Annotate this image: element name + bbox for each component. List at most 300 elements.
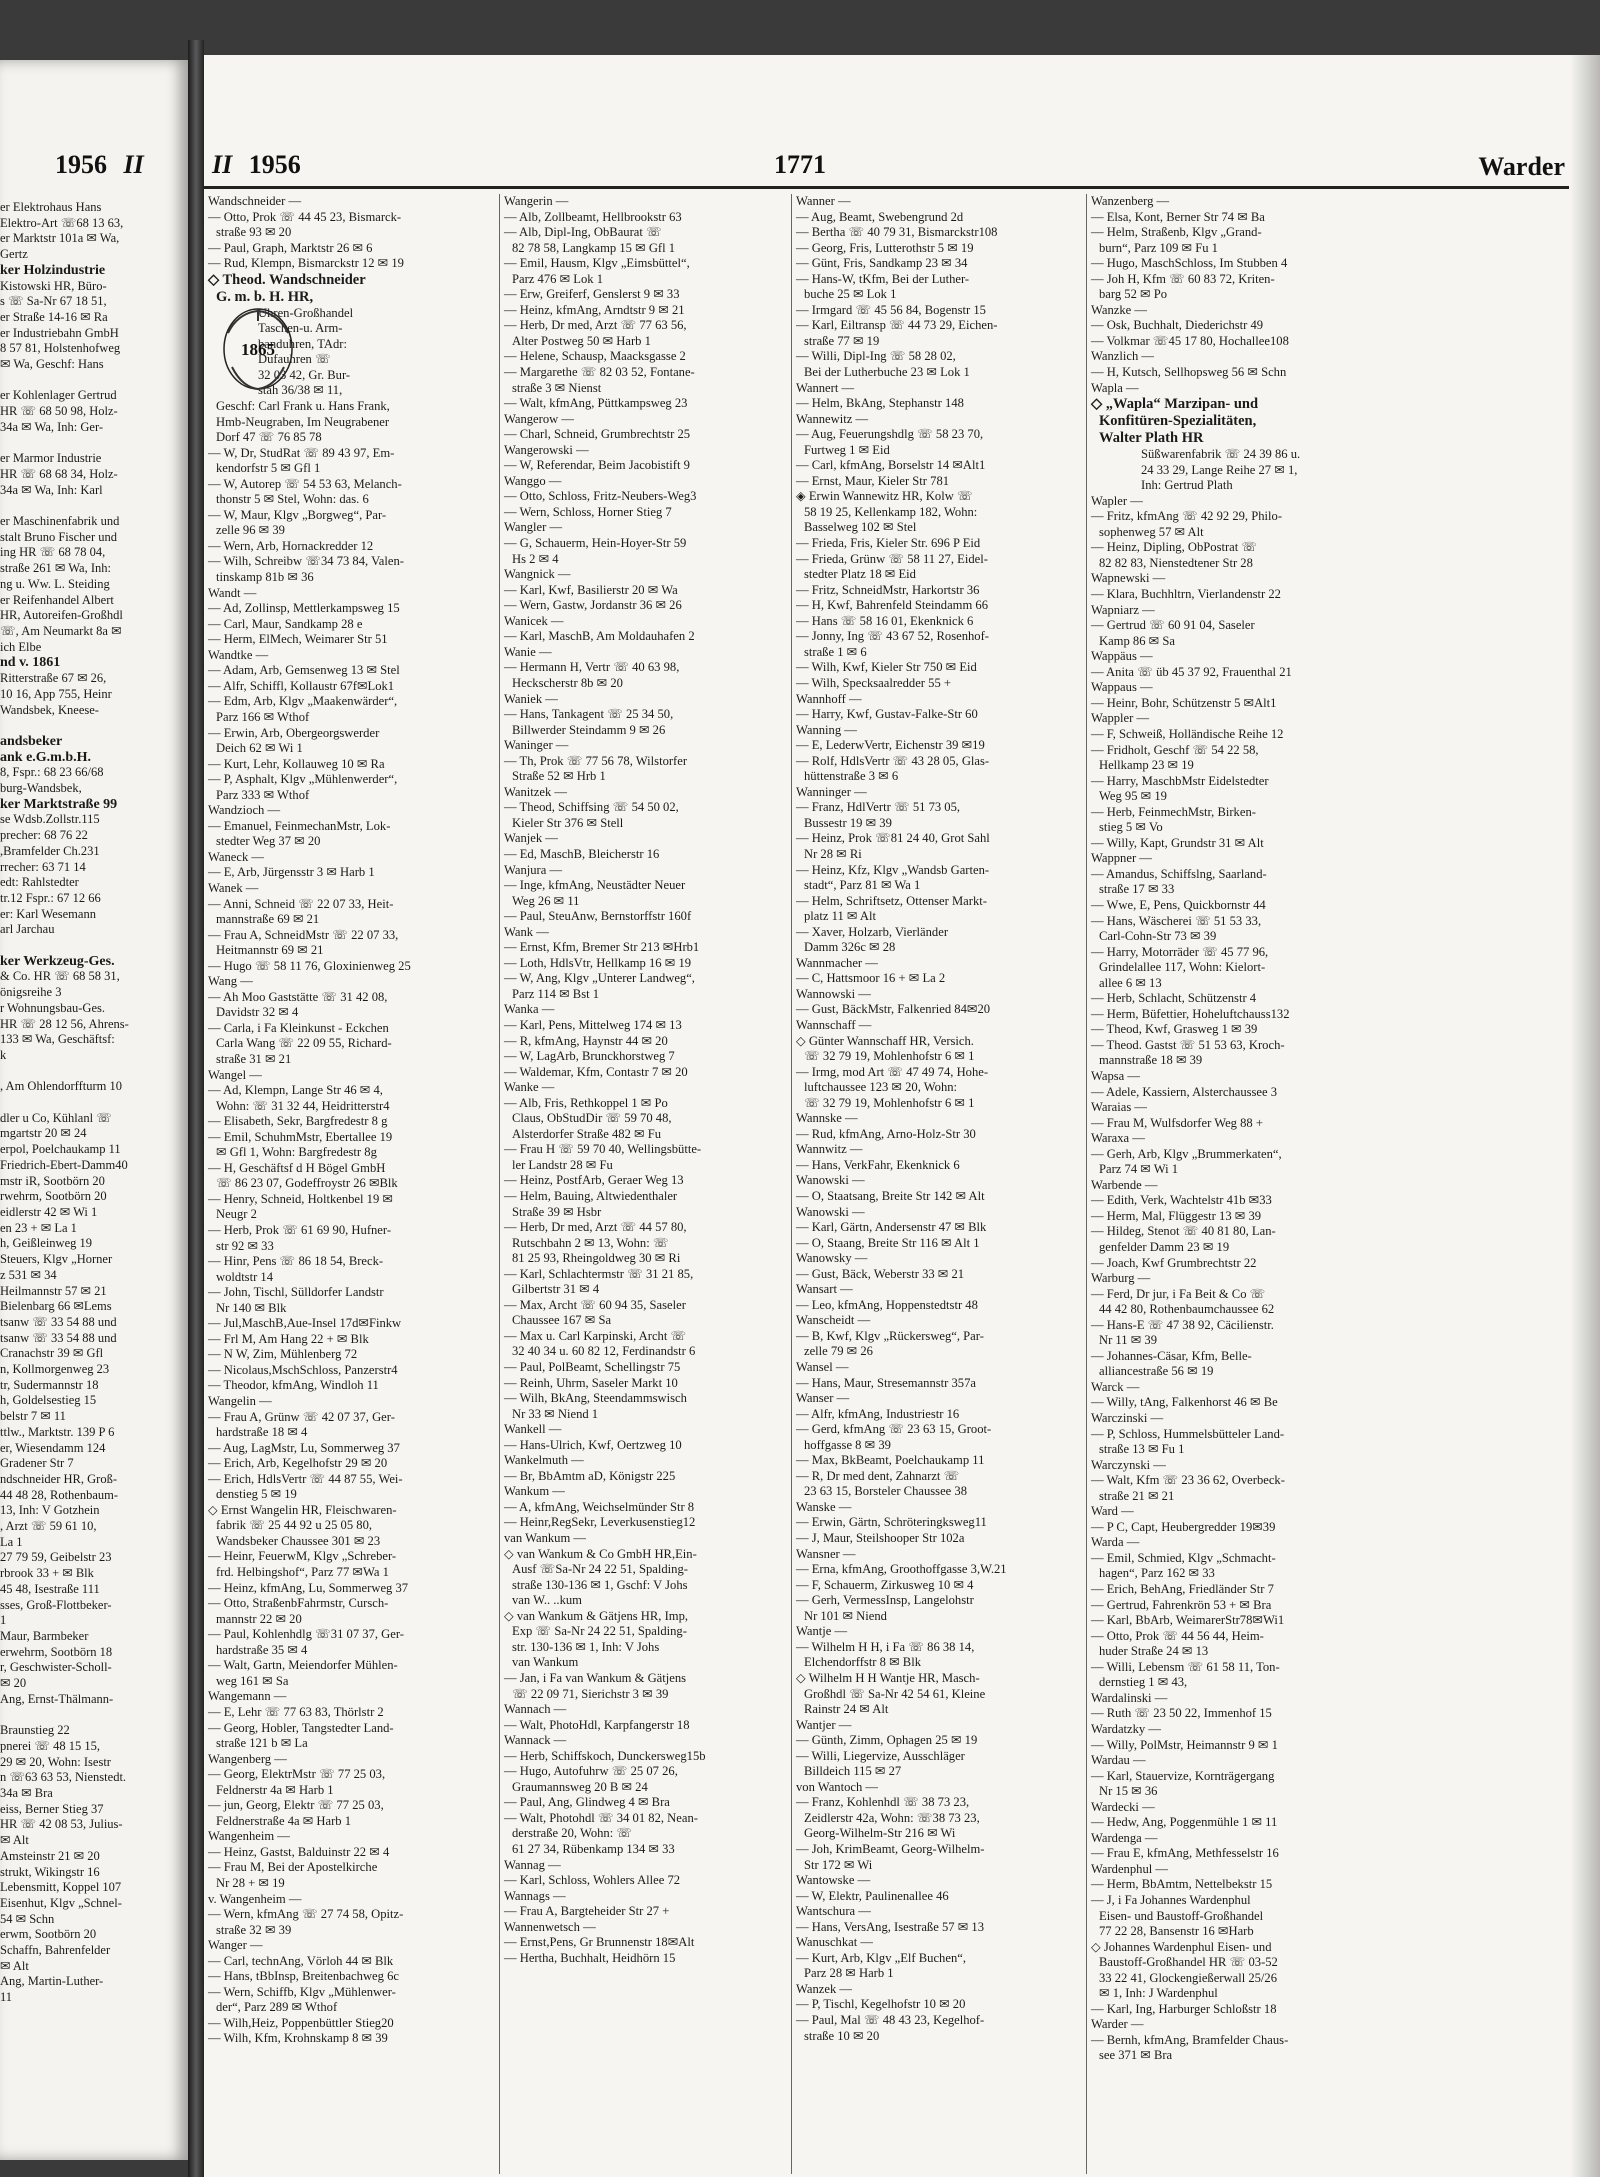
directory-line: — Elisabeth, Sekr, Bargfredestr 8 g xyxy=(208,1114,388,1129)
directory-line: straße 1 ✉ 6 xyxy=(804,644,867,659)
directory-line: — Hertha, Buchhalt, Heidhörn 15 xyxy=(504,1950,676,1965)
left-page-line: Lebensmitt, Koppel 107 xyxy=(0,1880,122,1895)
directory-line: straße 31 ✉ 21 xyxy=(216,1051,292,1066)
directory-line: Wapler — xyxy=(1091,493,1143,508)
left-page-line: tsanw ☏ 33 54 88 und xyxy=(0,1314,117,1329)
directory-line: straße 3 ✉ Nienst xyxy=(512,380,602,395)
left-page-line: er Reifenhandel Albert xyxy=(0,592,114,607)
directory-line: Wang — xyxy=(208,974,253,989)
directory-line: dernstieg 1 ✉ 43, xyxy=(1099,1675,1188,1690)
directory-line: ☏ 86 23 07, Godeffroystr 26 ✉Blk xyxy=(216,1176,398,1191)
directory-line: — Hans, VersAng, Isestraße 57 ✉ 13 xyxy=(796,1919,985,1934)
left-page-line: Kistowski HR, Büro- xyxy=(0,278,107,293)
directory-line: Taschen-u. Arm- xyxy=(258,321,343,336)
directory-line: — Günt, Fris, Sandkamp 23 ✉ 34 xyxy=(796,256,968,271)
directory-line: mannstraße 69 ✉ 21 xyxy=(216,912,320,927)
directory-line: — Ferd, Dr jur, i Fa Beit & Co ☏ xyxy=(1091,1286,1266,1301)
left-page-line: Gradener Str 7 xyxy=(0,1456,74,1471)
directory-line: 58 19 25, Kellenkamp 182, Wohn: xyxy=(804,504,978,519)
left-page-line: dler u Co, Kühlanl ☏ xyxy=(0,1110,112,1125)
directory-line: zelle 79 ✉ 26 xyxy=(804,1344,873,1359)
left-page-line: La 1 xyxy=(0,1534,23,1549)
directory-line: — Karl, Kwf, Basilierstr 20 ✉ Wa xyxy=(504,582,678,597)
left-page-line: 44 48 28, Rothenbaum- xyxy=(0,1487,119,1502)
directory-line: — Fritz, kfmAng ☏ 42 92 29, Philo- xyxy=(1091,509,1283,524)
directory-line: — O, Staang, Breite Str 116 ✉ Alt 1 xyxy=(796,1235,980,1250)
directory-line: ✉ Gfl 1, Wohn: Bargfredestr 8g xyxy=(216,1145,377,1160)
directory-line: — Karl, Gärtn, Andersenstr 47 ✉ Blk xyxy=(796,1220,987,1235)
directory-line: — Carl, kfmAng, Borselstr 14 ✉Alt1 xyxy=(796,458,986,473)
directory-line: — Herb, Dr med, Arzt ☏ 44 57 80, xyxy=(504,1220,687,1235)
left-page-line: erwehrm, Sootbörn 18 xyxy=(0,1644,113,1659)
directory-line: — jun, Georg, Elektr ☏ 77 25 03, xyxy=(208,1798,384,1813)
directory-line: — Ruth ☏ 23 50 22, Immenhof 15 xyxy=(1091,1706,1272,1721)
directory-line: — Alfr, Schiffl, Kollaustr 67f✉Lok1 xyxy=(208,678,395,693)
directory-line: — Max, BkBeamt, Poelchaukamp 11 xyxy=(796,1453,985,1468)
directory-line: allee 6 ✉ 13 xyxy=(1099,975,1162,990)
directory-line: — Erich, Arb, Kegelhofstr 29 ✉ 20 xyxy=(208,1456,388,1471)
directory-line: str 92 ✉ 33 xyxy=(216,1238,274,1253)
left-page-line: Amsteinstr 21 ✉ 20 xyxy=(0,1848,100,1863)
directory-line: — Karl, Eiltransp ☏ 44 73 29, Eichen- xyxy=(796,318,998,333)
directory-line: hardstraße 35 ✉ 4 xyxy=(216,1642,308,1657)
directory-line: — W, Maur, Klgv „Borgweg“, Par- xyxy=(208,507,387,522)
left-page-line xyxy=(0,1708,180,1724)
left-page-line: ✉ Wa, Geschf: Hans xyxy=(0,357,104,372)
directory-line: Konfitüren-Spezialitäten, xyxy=(1099,413,1257,430)
directory-line: Bussestr 19 ✉ 39 xyxy=(804,815,892,830)
column-2 xyxy=(499,194,787,2174)
left-page-line: Heilmannstr 57 ✉ 21 xyxy=(0,1283,107,1298)
left-page-line: ☏, Am Neumarkt 8a ✉ xyxy=(0,623,122,638)
directory-line: — Georg, Fris, Lutterothstr 5 ✉ 19 xyxy=(796,240,974,255)
directory-line: — Ad, Klempn, Lange Str 46 ✉ 4, xyxy=(208,1083,383,1098)
directory-line: — Harry, Motorräder ☏ 45 77 96, xyxy=(1091,944,1269,959)
directory-line: — Paul, PolBeamt, Schellingstr 75 xyxy=(504,1360,681,1375)
left-page-line: Ritterstraße 67 ✉ 26, xyxy=(0,671,107,686)
directory-line: Wanicek — xyxy=(504,613,564,628)
directory-line: — Willy, PolMstr, Heimannstr 9 ✉ 1 xyxy=(1091,1737,1278,1752)
directory-line: Parz 74 ✉ Wi 1 xyxy=(1099,1162,1179,1177)
directory-line: Damm 326c ✉ 28 xyxy=(804,940,896,955)
directory-line: Wannwitz — xyxy=(796,1142,863,1157)
directory-line: — Wilh, Schreibw ☏34 73 84, Valen- xyxy=(208,554,404,569)
directory-line: 81 25 93, Rheingoldweg 30 ✉ Ri xyxy=(512,1251,681,1266)
directory-line: — Karl, Ing, Harburger Schloßstr 18 xyxy=(1091,2001,1277,2016)
directory-line: Parz 476 ✉ Lok 1 xyxy=(512,271,603,286)
directory-line: — E, Arb, Jürgensstr 3 ✉ Harb 1 xyxy=(208,865,375,880)
directory-line: ler Landstr 28 ✉ Fu xyxy=(512,1157,613,1172)
directory-line: — Loth, HdlsVtr, Hellkamp 16 ✉ 19 xyxy=(504,955,692,970)
left-page-line: n, Kollmorgenweg 23 xyxy=(0,1362,110,1377)
left-page-line: nd v. 1861 xyxy=(0,655,61,671)
directory-line: Wannske — xyxy=(796,1111,858,1126)
left-page-line xyxy=(0,1064,180,1080)
directory-line: — Karl, Schlachtermstr ☏ 31 21 85, xyxy=(504,1266,694,1281)
directory-line: — Erna, kfmAng, Groothoffgasse 3,W.21 xyxy=(796,1562,1007,1577)
header-roman: II xyxy=(212,150,233,179)
directory-line: derstraße 20, Wohn: ☏ xyxy=(512,1826,633,1841)
emblem-year: 1865 xyxy=(241,339,275,359)
directory-line: — P, Schloss, Hummelsbütteler Land- xyxy=(1091,1426,1285,1441)
left-page-line: erwm, Sootbörn 20 xyxy=(0,1927,97,1942)
directory-line: — Carla, i Fa Kleinkunst - Eckchen xyxy=(208,1020,389,1035)
directory-line: — Erwin, Gärtn, Schröteringksweg11 xyxy=(796,1515,987,1530)
directory-line: — Karl, MaschB, Am Moldauhafen 2 xyxy=(504,629,695,644)
directory-line: — Helm, BkAng, Stephanstr 148 xyxy=(796,396,964,411)
directory-line: zelle 96 ✉ 39 xyxy=(216,523,285,538)
directory-line: tinskamp 81b ✉ 36 xyxy=(216,570,314,585)
directory-line: Rainstr 24 ✉ Alt xyxy=(804,1702,889,1717)
directory-line: Geschf: Carl Frank u. Hans Frank, xyxy=(216,399,390,414)
directory-line: — Bernh, kfmAng, Bramfelder Chaus- xyxy=(1091,2032,1289,2047)
directory-line: Feldnerstr 4a ✉ Harb 1 xyxy=(216,1782,334,1797)
directory-line: — Karl, BbArb, WeimarerStr78✉Wi1 xyxy=(1091,1613,1285,1628)
directory-line: ☏ 22 09 71, Sierichstr 3 ✉ 39 xyxy=(512,1686,669,1701)
directory-line: Wapsa — xyxy=(1091,1068,1140,1083)
left-page-line: HR ☏ 68 68 34, Holz- xyxy=(0,466,118,481)
left-page xyxy=(0,60,188,2160)
directory-line: Wanek — xyxy=(208,880,259,895)
directory-line: — Fritz, SchneidMstr, Harkortstr 36 xyxy=(796,582,980,597)
directory-line: straße 121 b ✉ La xyxy=(216,1736,308,1751)
directory-line: platz 11 ✉ Alt xyxy=(804,909,876,924)
left-page-line: h, Geißleinweg 19 xyxy=(0,1236,92,1251)
directory-line: — Elsa, Kont, Berner Str 74 ✉ Ba xyxy=(1091,209,1265,224)
left-page-line: 8, Fspr.: 68 23 66/68 xyxy=(0,765,104,780)
directory-line: Neugr 2 xyxy=(216,1207,257,1222)
directory-line: — Leo, kfmAng, Hoppenstedtstr 48 xyxy=(796,1297,978,1312)
directory-line: — Irmg, mod Art ☏ 47 49 74, Hohe- xyxy=(796,1064,989,1079)
directory-line: — Frau A, SchneidMstr ☏ 22 07 33, xyxy=(208,927,399,942)
left-page-line xyxy=(0,498,180,514)
directory-line: — Hans, Tankagent ☏ 25 34 50, xyxy=(504,707,674,722)
directory-line: Wankum — xyxy=(504,1484,565,1499)
directory-line: der“, Parz 289 ✉ Wthof xyxy=(216,2000,338,2015)
directory-line: Alter Postweg 50 ✉ Harb 1 xyxy=(512,333,651,348)
directory-line: Warczynski — xyxy=(1091,1457,1166,1472)
left-page-line: z 531 ✉ 34 xyxy=(0,1267,57,1282)
left-page-line: en 23 + ✉ La 1 xyxy=(0,1220,77,1235)
directory-line: Wapniarz — xyxy=(1091,602,1155,617)
directory-line: Hellkamp 23 ✉ 19 xyxy=(1099,758,1194,773)
left-page-line: ing HR ☏ 68 78 04, xyxy=(0,545,106,560)
directory-line: — Erich, BehAng, Friedländer Str 7 xyxy=(1091,1582,1274,1597)
directory-line: — P, Tischl, Kegelhofstr 10 ✉ 20 xyxy=(796,1997,966,2012)
directory-line: Wanuschkat — xyxy=(796,1935,873,1950)
directory-line: straße 130-136 ✉ 1, Gschf: V Johs xyxy=(512,1577,688,1592)
directory-line: — N W, Zim, Mühlenberg 72 xyxy=(208,1347,358,1362)
directory-line: — W, Dr, StudRat ☏ 89 43 97, Em- xyxy=(208,445,395,460)
directory-line: — Georg, Hobler, Tangstedter Land- xyxy=(208,1720,394,1735)
directory-line: Wannowski — xyxy=(796,986,871,1001)
directory-line: — Aug, Feuerungshdlg ☏ 58 23 70, xyxy=(796,427,984,442)
directory-line: Heckscherstr 8b ✉ 20 xyxy=(512,675,623,690)
directory-line: — Rud, Klempn, Bismarckstr 12 ✉ 19 xyxy=(208,256,404,271)
directory-line: — Emil, SchuhmMstr, Ebertallee 19 xyxy=(208,1129,393,1144)
directory-line: — Adam, Arb, Gemsenweg 13 ✉ Stel xyxy=(208,663,400,678)
directory-line: — Gerh, VermessInsp, Langelohstr xyxy=(796,1593,974,1608)
directory-line: — Hildeg, Stenot ☏ 40 81 80, Lan- xyxy=(1091,1224,1276,1239)
left-page-line: ,Bramfelder Ch.231 xyxy=(0,843,100,858)
directory-line: — Jul,MaschB,Aue-Insel 17d✉Finkw xyxy=(208,1316,402,1331)
left-page-line: 1 xyxy=(0,1613,7,1628)
directory-line: Straße 39 ✉ Hsbr xyxy=(512,1204,602,1219)
directory-line: Wandsbeker Chaussee 301 ✉ 23 xyxy=(216,1533,381,1548)
directory-line: Chaussee 167 ✉ Sa xyxy=(512,1313,612,1328)
directory-line: Wanie — xyxy=(504,644,552,659)
book-gutter xyxy=(188,40,204,2177)
left-page-line: ng u. Ww. L. Steiding xyxy=(0,576,110,591)
directory-line: — Frl M, Am Hang 22 + ✉ Blk xyxy=(208,1331,369,1346)
directory-line: — Ad, Zollinsp, Mettlerkampsweg 15 xyxy=(208,601,400,616)
left-page-line: er Kohlenlager Gertrud xyxy=(0,388,117,403)
directory-line: — R, Dr med dent, Zahnarzt ☏ xyxy=(796,1468,960,1483)
directory-line: — Klara, Buchhltrn, Vierlandenstr 22 xyxy=(1091,587,1281,602)
directory-line: Wappner — xyxy=(1091,851,1152,866)
directory-line: Warbende — xyxy=(1091,1177,1158,1192)
directory-line: Wardenga — xyxy=(1091,1830,1158,1845)
left-page-line: 34a ✉ Wa, Inh: Karl xyxy=(0,482,103,497)
right-page xyxy=(204,55,1600,2177)
directory-line: — Heinz, Kfz, Klgv „Wandsb Garten- xyxy=(796,862,990,877)
directory-line: Kieler Str 376 ✉ Stell xyxy=(512,815,624,830)
directory-line: alliancestraße 56 ✉ 19 xyxy=(1099,1364,1214,1379)
directory-line: — Wern, Schloss, Horner Stieg 7 xyxy=(504,504,672,519)
directory-line: — Irmgard ☏ 45 56 84, Bogenstr 15 xyxy=(796,302,986,317)
directory-line: Wannewitz — xyxy=(796,411,869,426)
left-page-line: rbrook 33 + ✉ Blk xyxy=(0,1566,94,1581)
left-page-line: ich Elbe xyxy=(0,639,42,654)
directory-line: — Wilh,Heiz, Poppenbüttler Stieg20 xyxy=(208,2015,394,2030)
directory-line: — Ed, MaschB, Bleicherstr 16 xyxy=(504,846,660,861)
directory-line: denstieg 5 ✉ 19 xyxy=(216,1487,297,1502)
directory-line: — Otto, StraßenbFahrmstr, Cursch- xyxy=(208,1596,389,1611)
directory-line: van W.. ..kum xyxy=(512,1593,582,1608)
directory-line: Dufauhren ☏ xyxy=(258,352,331,367)
directory-line: — Heinz, kfmAng, Arndtstr 9 ✉ 21 xyxy=(504,302,685,317)
directory-line: — Erw, Greiferf, Genslerst 9 ✉ 33 xyxy=(504,287,680,302)
directory-line: Wanser — xyxy=(796,1391,850,1406)
directory-line: Wandt — xyxy=(208,585,257,600)
directory-line: — Heinz, PostfArb, Geraer Weg 13 xyxy=(504,1173,684,1188)
directory-line: Wanzke — xyxy=(1091,302,1147,317)
directory-line: — B, Kwf, Klgv „Rückersweg“, Par- xyxy=(796,1328,984,1343)
left-page-line xyxy=(0,1095,180,1111)
directory-line: Carla Wang ☏ 22 09 55, Richard- xyxy=(216,1036,392,1051)
directory-line: Wardecki — xyxy=(1091,1799,1155,1814)
left-page-line: ttlw., Marktstr. 139 P 6 xyxy=(0,1424,115,1439)
directory-line: — Otto, Prok ☏ 44 45 23, Bismarck- xyxy=(208,209,402,224)
directory-line: — Bertha ☏ 40 79 31, Bismarckstr108 xyxy=(796,225,998,240)
directory-line: Wanjek — xyxy=(504,831,558,846)
directory-line: — Wilhelm H H, i Fa ☏ 86 38 14, xyxy=(796,1639,975,1654)
directory-line: Süßwarenfabrik ☏ 24 39 86 u. xyxy=(1141,447,1301,462)
directory-line: — P C, Capt, Heubergredder 19✉39 xyxy=(1091,1519,1276,1534)
left-page-line: ker Holzindustrie xyxy=(0,262,106,278)
directory-line: Wardau — xyxy=(1091,1753,1146,1768)
directory-line: — Karl, Pens, Mittelweg 174 ✉ 13 xyxy=(504,1017,682,1032)
directory-line: — Walt, Photohdl ☏ 34 01 82, Nean- xyxy=(504,1810,698,1825)
directory-line: Furtweg 1 ✉ Eid xyxy=(804,442,890,457)
directory-line: Gilbertstr 31 ✉ 4 xyxy=(512,1282,600,1297)
directory-line: stedter Weg 37 ✉ 20 xyxy=(216,834,321,849)
directory-line: — Edm, Arb, Klgv „Maakenwärder“, xyxy=(208,694,398,709)
directory-line: Nr 33 ✉ Niend 1 xyxy=(512,1406,599,1421)
directory-line: Wanowsky — xyxy=(796,1251,868,1266)
directory-line: — Inge, kfmAng, Neustädter Neuer xyxy=(504,878,686,893)
directory-line: Wohn: ☏ 31 32 44, Heidritterstr4 xyxy=(216,1098,390,1113)
directory-line: Exp ☏ Sa-Nr 24 22 51, Spalding- xyxy=(512,1624,687,1639)
directory-line: Wanske — xyxy=(796,1499,852,1514)
directory-line: — H, Kwf, Bahrenfeld Steindamm 66 xyxy=(796,598,989,613)
directory-line: Straße 52 ✉ Hrb 1 xyxy=(512,769,606,784)
directory-line: — John, Tischl, Sülldorfer Landstr xyxy=(208,1285,384,1300)
directory-line: — Hans-Ulrich, Kwf, Oertzweg 10 xyxy=(504,1437,682,1452)
directory-line: Wannags — xyxy=(504,1888,566,1903)
directory-line: ◇ van Wankum & Gätjens HR, Imp, xyxy=(504,1608,689,1623)
directory-line: — Paul, SteuAnw, Bernstorffstr 160f xyxy=(504,909,692,924)
directory-columns xyxy=(204,194,1569,2174)
directory-line: — Fridholt, Geschf ☏ 54 22 58, xyxy=(1091,742,1259,757)
directory-line: — H, Geschäftsf d H Bögel GmbH xyxy=(208,1160,386,1175)
left-page-line: er Maschinenfabrik und xyxy=(0,514,120,529)
directory-line: von Wantoch — xyxy=(796,1779,879,1794)
directory-line: hardstraße 18 ✉ 4 xyxy=(216,1425,308,1440)
directory-line: Bei der Lutherbuche 23 ✉ Lok 1 xyxy=(804,365,970,380)
left-page-line: precher: 68 76 22 xyxy=(0,828,88,843)
directory-line: stah 36/38 ✉ 11, xyxy=(258,383,343,398)
directory-line: Uhren-Großhandel xyxy=(258,305,354,320)
left-page-line: Ang, Ernst-Thälmann- xyxy=(0,1691,114,1706)
directory-line: — Volkmar ☏45 17 80, Hochallee108 xyxy=(1091,333,1289,348)
left-page-line: 10 16, App 755, Heinr xyxy=(0,686,112,701)
directory-line: Parz 114 ✉ Bst 1 xyxy=(512,986,600,1001)
directory-line: — Carl, technAng, Vörloh 44 ✉ Blk xyxy=(208,1953,394,1968)
directory-line: — Wilh, Kwf, Kieler Str 750 ✉ Eid xyxy=(796,660,977,675)
directory-line: — Hugo, MaschSchloss, Im Stubben 4 xyxy=(1091,256,1288,271)
directory-line: ◇ Ernst Wangelin HR, Fleischwaren- xyxy=(208,1502,397,1517)
directory-line: — Willi, Liegervize, Ausschläger xyxy=(796,1748,965,1763)
directory-line: Nr 140 ✉ Blk xyxy=(216,1300,287,1315)
directory-line: Waraxa — xyxy=(1091,1131,1145,1146)
directory-line: — Herb, Schlacht, Schützenstr 4 xyxy=(1091,991,1257,1006)
directory-line: straße 32 ✉ 39 xyxy=(216,1922,292,1937)
directory-line: frd. Helbingshof“, Parz 77 ✉Wa 1 xyxy=(216,1565,389,1580)
directory-line: Warda — xyxy=(1091,1535,1140,1550)
left-page-line: Cranachstr 39 ✉ Gfl xyxy=(0,1346,104,1361)
directory-line: — Paul, Graph, Marktstr 26 ✉ 6 xyxy=(208,240,373,255)
left-page-line: n ☏63 63 53, Nienstedt. xyxy=(0,1770,127,1785)
directory-line: — Herm, BbAmtm, Nettelbekstr 15 xyxy=(1091,1877,1273,1892)
left-header-roman: II xyxy=(123,150,144,179)
directory-line: — Amandus, Schiffslng, Saarland- xyxy=(1091,866,1267,881)
left-page-line: er Marmor Industrie xyxy=(0,451,102,466)
directory-line: Kamp 86 ✉ Sa xyxy=(1099,633,1175,648)
left-page-line: 13, Inh: V Gotzhein xyxy=(0,1503,100,1518)
directory-line: — Frieda, Fris, Kieler Str. 696 P Eid xyxy=(796,536,981,551)
directory-line: straße 13 ✉ Fu 1 xyxy=(1099,1442,1185,1457)
directory-line: straße 77 ✉ 19 xyxy=(804,333,880,348)
directory-line: stedter Platz 18 ✉ Eid xyxy=(804,567,916,582)
directory-line: Hmb-Neugraben, Im Neugrabener xyxy=(216,414,390,429)
directory-line: Wanowski — xyxy=(796,1173,865,1188)
directory-line: banduhren, TAdr: xyxy=(258,336,347,351)
directory-line: Wannert — xyxy=(796,380,855,395)
directory-line: — Heinz, kfmAng, Lu, Sommerweg 37 xyxy=(208,1580,409,1595)
directory-line: Wangnick — xyxy=(504,567,571,582)
directory-line: woldtstr 14 xyxy=(216,1269,274,1284)
directory-line: — Hinr, Pens ☏ 86 18 54, Breck- xyxy=(208,1254,384,1269)
directory-line: Waniek — xyxy=(504,691,558,706)
directory-line: — Hedw, Ang, Poggenmühle 1 ✉ 11 xyxy=(1091,1815,1278,1830)
directory-line: — Otto, Schloss, Fritz-Neubers-Weg3 xyxy=(504,489,697,504)
directory-line: — Franz, Kohlenhdl ☏ 38 73 23, xyxy=(796,1795,970,1810)
directory-line: — Heinz, Prok ☏81 24 40, Grot Sahl xyxy=(796,831,990,846)
directory-line: 33 22 41, Glockengießerwall 25/26 xyxy=(1099,1970,1278,1985)
left-page-line: belstr 7 ✉ 11 xyxy=(0,1409,66,1424)
directory-line: v. Wangenheim — xyxy=(208,1891,302,1906)
directory-line: ◇ van Wankum & Co GmbH HR,Ein- xyxy=(504,1546,697,1561)
left-page-line: ✉ 20 xyxy=(0,1676,27,1691)
directory-line: — Max, Archt ☏ 60 94 35, Saseler xyxy=(504,1297,686,1312)
directory-line: Wannach — xyxy=(504,1702,567,1717)
directory-line: mannstr 22 ✉ 20 xyxy=(216,1611,302,1626)
directory-line: Wanjura — xyxy=(504,862,563,877)
left-page-line: ker Marktstraße 99 xyxy=(0,796,118,812)
directory-line: Waneck — xyxy=(208,849,264,864)
directory-line: — Kurt, Arb, Klgv „Elf Buchen“, xyxy=(796,1950,966,1965)
directory-line: Elchendorffstr 8 ✉ Blk xyxy=(804,1655,921,1670)
directory-line: — Alb, Fris, Rethkoppel 1 ✉ Po xyxy=(504,1095,668,1110)
directory-line: — W, Ang, Klgv „Unterer Landweg“, xyxy=(504,971,695,986)
left-page-column xyxy=(0,200,180,2006)
directory-line: Waraias — xyxy=(1091,1100,1147,1115)
directory-line: — Reinh, Uhrm, Saseler Markt 10 xyxy=(504,1375,678,1390)
directory-line: Wannenwetsch — xyxy=(504,1919,596,1934)
directory-line: Weg 26 ✉ 11 xyxy=(512,893,580,908)
directory-line: Wardatzky — xyxy=(1091,1721,1161,1736)
left-page-line: rrecher: 63 71 14 xyxy=(0,859,86,874)
directory-line: Davidstr 32 ✉ 4 xyxy=(216,1005,299,1020)
directory-line: ◈ Erwin Wannewitz HR, Kolw ☏ xyxy=(796,489,973,504)
directory-line: — Helene, Schausp, Maacksgasse 2 xyxy=(504,349,686,364)
directory-line: ◇ Theod. Wandschneider xyxy=(208,271,366,288)
directory-line: — Hans, tBbInsp, Breitenbachweg 6c xyxy=(208,1969,399,1984)
directory-line: straße 21 ✉ 21 xyxy=(1099,1488,1175,1503)
directory-line: — Johannes-Cäsar, Kfm, Belle- xyxy=(1091,1348,1252,1363)
directory-line: Wantje — xyxy=(796,1624,848,1639)
directory-line: — Günth, Zimm, Ophagen 25 ✉ 19 xyxy=(796,1733,978,1748)
directory-line: — Herb, Prok ☏ 61 69 90, Hufner- xyxy=(208,1223,392,1237)
directory-line: str. 130-136 ✉ 1, Inh: V Johs xyxy=(512,1639,660,1654)
left-page-line: mstr iR, Sootbörn 20 xyxy=(0,1173,105,1188)
left-page-line: , Arzt ☏ 59 61 10, xyxy=(0,1519,97,1534)
directory-line: — Gertrud, Fahrenkrön 53 + ✉ Bra xyxy=(1091,1597,1272,1612)
directory-line: Warburg — xyxy=(1091,1271,1151,1286)
directory-line: — W, Elektr, Paulinenallee 46 xyxy=(796,1888,949,1903)
directory-line: Wankelmuth — xyxy=(504,1453,584,1468)
left-page-line: pnerei ☏ 48 15 15, xyxy=(0,1738,100,1753)
directory-line: stieg 5 ✉ Vo xyxy=(1099,820,1163,835)
directory-line: Wangerowski — xyxy=(504,442,589,457)
directory-line: thonstr 5 ✉ Stel, Wohn: das. 6 xyxy=(216,492,369,507)
directory-line: — Paul, Kohlenhdlg ☏31 07 37, Ger- xyxy=(208,1627,404,1642)
directory-line: Grindelallee 117, Wohn: Kielort- xyxy=(1099,960,1266,975)
directory-line: — J, i Fa Johannes Wardenphul xyxy=(1091,1892,1251,1907)
directory-line: — Wern, Gastw, Jordanstr 36 ✉ 26 xyxy=(504,598,682,613)
directory-line: 23 63 15, Borsteler Chaussee 38 xyxy=(804,1484,967,1499)
